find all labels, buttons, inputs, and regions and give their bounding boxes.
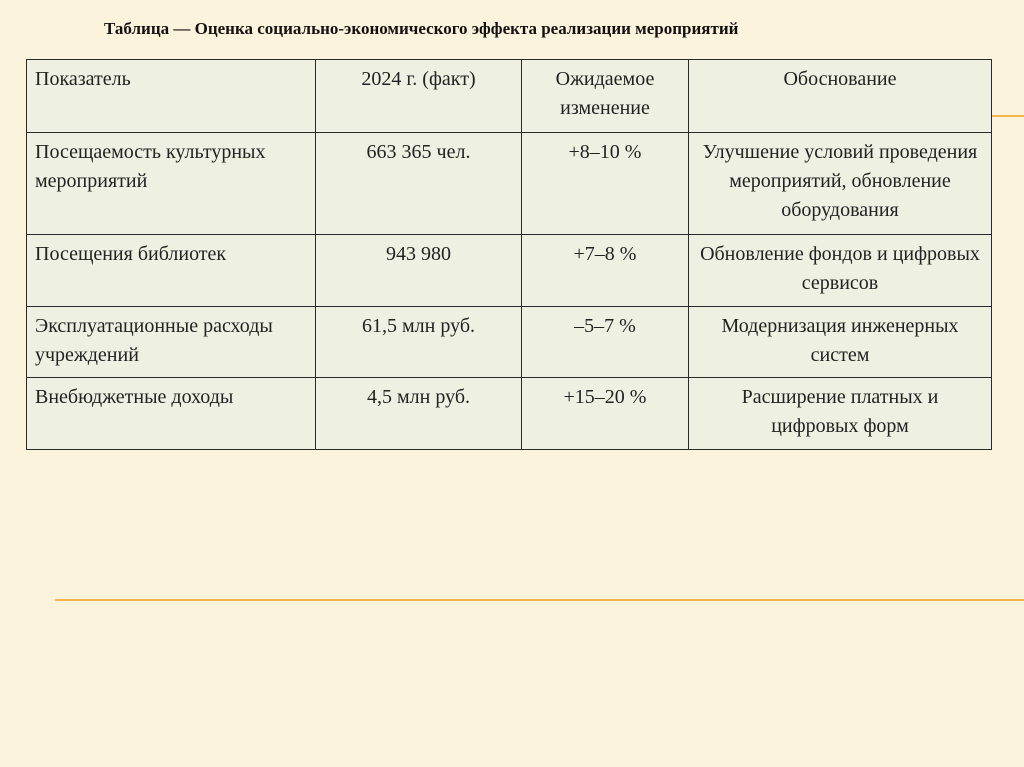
cell-change: +8–10 % bbox=[522, 133, 689, 235]
table-header-row bbox=[27, 60, 992, 133]
cell-justification: Обновление фондов и цифровых сервисов bbox=[689, 235, 992, 307]
cell-indicator: Посещаемость культурных мероприятий bbox=[27, 133, 316, 235]
cell-justification: Улучшение условий проведения мероприятий, обновление оборудования bbox=[689, 133, 992, 235]
table-row bbox=[27, 307, 992, 378]
accent-line-middle bbox=[55, 599, 1024, 601]
table-row bbox=[27, 235, 992, 307]
cell-change: –5–7 % bbox=[522, 307, 689, 378]
cell-indicator: Эксплуатационные расходы учреждений bbox=[27, 307, 316, 378]
table-row bbox=[27, 378, 992, 450]
cell-justification: Расширение платных и цифровых форм bbox=[689, 378, 992, 450]
cell-change: +15–20 % bbox=[522, 378, 689, 450]
table-row bbox=[27, 133, 992, 235]
cell-indicator: Посещения библиотек bbox=[27, 235, 316, 307]
slide-title: Таблица — Оценка социально-экономического эффекта реализации мероприятий bbox=[104, 19, 739, 38]
cell-fact: 663 365 чел. bbox=[316, 133, 522, 235]
header-expected-change: Ожидаемое изменение bbox=[522, 60, 689, 133]
cell-justification: Модернизация инженерных систем bbox=[689, 307, 992, 378]
cell-change: +7–8 % bbox=[522, 235, 689, 307]
header-fact-2024: 2024 г. (факт) bbox=[316, 60, 522, 133]
cell-fact: 943 980 bbox=[316, 235, 522, 307]
header-justification: Обоснование bbox=[689, 60, 992, 133]
cell-fact: 61,5 млн руб. bbox=[316, 307, 522, 378]
accent-line-top-right bbox=[991, 115, 1024, 117]
header-indicator: Показатель bbox=[27, 60, 316, 133]
effect-table bbox=[26, 59, 992, 450]
cell-indicator: Внебюджетные доходы bbox=[27, 378, 316, 450]
cell-fact: 4,5 млн руб. bbox=[316, 378, 522, 450]
